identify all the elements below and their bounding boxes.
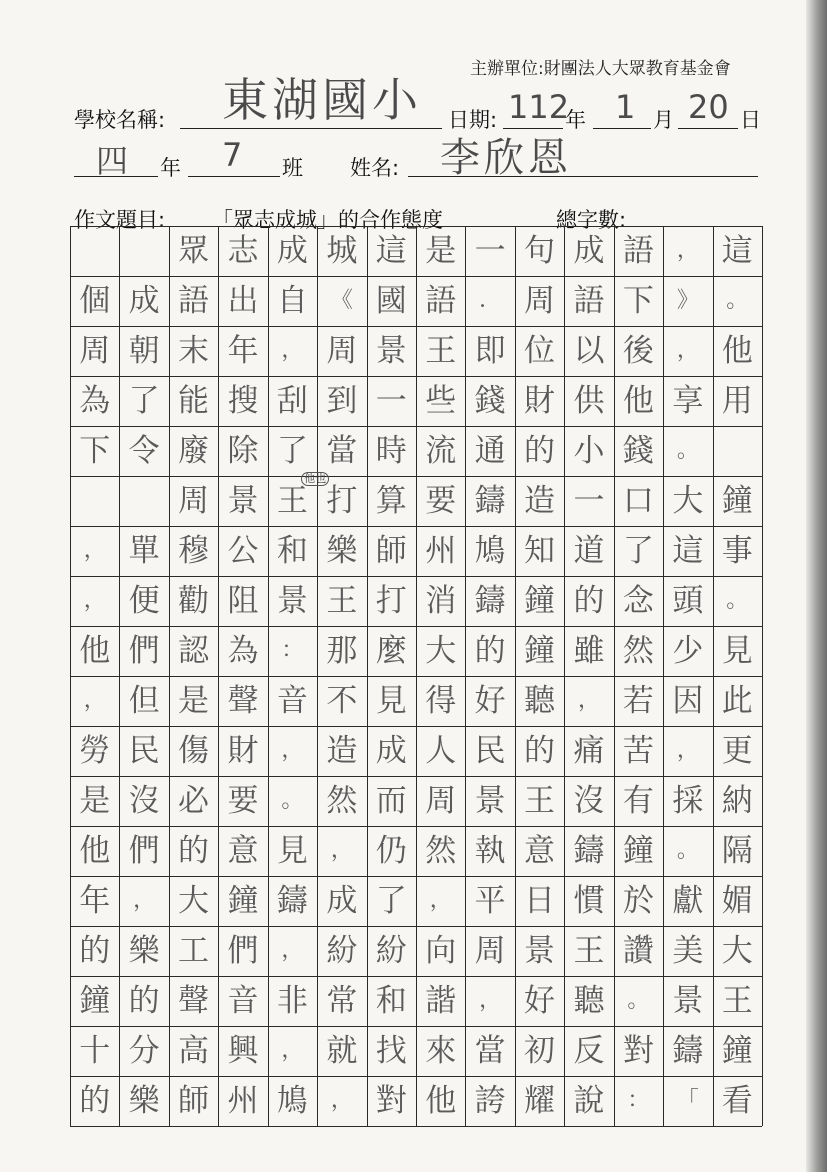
- grid-cell: 要: [425, 482, 457, 519]
- grid-cell: 誇: [474, 1082, 506, 1119]
- grid-cell: 鑄: [474, 582, 506, 619]
- grid-cell: 錢: [474, 382, 506, 419]
- grid-cell: 大: [672, 482, 704, 519]
- grid-cell: 了: [128, 382, 160, 419]
- grid-cell: ，: [330, 1088, 353, 1113]
- grid-cell: 沒: [573, 782, 605, 819]
- name-label: 姓名:: [350, 156, 400, 180]
- grid-cell: 隔: [721, 832, 753, 869]
- grid-cell: 位: [524, 332, 556, 369]
- grid-cell: 阻: [227, 582, 259, 619]
- grid-cell: 工: [178, 932, 210, 969]
- grid-cell: 傷: [178, 732, 210, 769]
- grid-cell: 自: [276, 282, 308, 319]
- grid-cell: 的: [474, 632, 506, 669]
- grid-cell: 看: [721, 1082, 753, 1119]
- grid-cell: ：: [627, 1088, 650, 1113]
- grid-cell: 令: [128, 432, 160, 469]
- grid-cell: 景: [524, 932, 556, 969]
- grid-cell: 此: [721, 682, 753, 719]
- grid-cell: 是: [178, 682, 210, 719]
- grid-cell: 讚: [622, 932, 654, 969]
- grid-cell: 於: [622, 882, 654, 919]
- grid-cell: 朝: [128, 332, 160, 369]
- grid-cell: 鑄: [474, 482, 506, 519]
- grid-cell: 成: [326, 882, 358, 919]
- grid-cell: 紛: [326, 932, 358, 969]
- grid-cell: 。: [726, 588, 749, 613]
- grid-cell: ，: [429, 888, 452, 913]
- grid-cell: 《: [330, 288, 353, 313]
- grid-cell: 們: [128, 632, 160, 669]
- grid-cell: 媚: [721, 882, 753, 919]
- grid-cell: 。: [726, 288, 749, 313]
- year-value: 112: [508, 88, 570, 126]
- grid-cell: 成: [573, 232, 605, 269]
- grid-cell: 常: [326, 982, 358, 1019]
- grid-cell: 因: [672, 682, 704, 719]
- grid-cell: 見: [375, 682, 407, 719]
- grid-cell: 語: [573, 282, 605, 319]
- grid-cell: 到: [326, 382, 358, 419]
- grid-row-line: [70, 1126, 762, 1127]
- grid-cell: 十: [79, 1032, 111, 1069]
- grid-cell: 們: [227, 932, 259, 969]
- grid-cell: 國: [375, 282, 407, 319]
- grid-cell: 樂: [128, 932, 160, 969]
- grid-cell: 苦: [622, 732, 654, 769]
- grid-cell: 興: [227, 1032, 259, 1069]
- grid-cell: 的: [524, 732, 556, 769]
- grid-cell: 念: [622, 582, 654, 619]
- grid-cell: 非: [276, 982, 308, 1019]
- grid-cell: 王: [425, 332, 457, 369]
- grid-cell: 就: [326, 1032, 358, 1069]
- grid-cell: 》: [676, 288, 699, 313]
- grid-cell: 景: [227, 482, 259, 519]
- grid-cell: 單: [128, 532, 160, 569]
- grid-cell: 聲: [227, 682, 259, 719]
- grid-cell: [713, 426, 762, 476]
- insertion-mark: 他也: [301, 472, 329, 486]
- grid-cell: 一: [375, 382, 407, 419]
- grid-cell: 的: [128, 982, 160, 1019]
- grid-cell: ，: [281, 738, 304, 763]
- grid-cell: 鳩: [276, 1082, 308, 1119]
- grid-cell: 打: [326, 482, 358, 519]
- grid-cell: ，: [83, 688, 106, 713]
- name-value: 李欣恩: [440, 135, 572, 181]
- grid-cell: 鐘: [622, 832, 654, 869]
- grid-cell: 個: [79, 282, 111, 319]
- grid-cell: 周: [326, 332, 358, 369]
- grid-cell: 下: [79, 432, 111, 469]
- grid-cell: 而: [375, 782, 407, 819]
- grid-cell: 然: [425, 832, 457, 869]
- grid-cell: 鐘: [524, 582, 556, 619]
- grid-cell: 痛: [573, 732, 605, 769]
- grid-cell: 景: [276, 582, 308, 619]
- grid-cell: 對: [622, 1032, 654, 1069]
- grid-cell: 麼: [375, 632, 407, 669]
- grid-cell: 周: [178, 482, 210, 519]
- grid-cell: 末: [178, 332, 210, 369]
- grid-cell: [119, 476, 168, 526]
- grid-cell: 人: [425, 732, 457, 769]
- year-label: 年: [565, 108, 586, 132]
- grid-cell: 流: [425, 432, 457, 469]
- grid-cell: 分: [128, 1032, 160, 1069]
- grid-cell: 民: [474, 732, 506, 769]
- grade-value: 四: [96, 142, 129, 180]
- grid-cell: 打: [375, 582, 407, 619]
- grid-cell: 說: [573, 1082, 605, 1119]
- grid-cell: 慣: [573, 882, 605, 919]
- grid-cell: 王: [276, 482, 308, 519]
- grid-cell: 消: [425, 582, 457, 619]
- grid-cell: 公: [227, 532, 259, 569]
- grid-cell: 王: [326, 582, 358, 619]
- month-underline: [593, 128, 651, 129]
- grid-cell: 通: [474, 432, 506, 469]
- grid-cell: 了: [375, 882, 407, 919]
- school-value: 東湖國小: [222, 73, 422, 127]
- grid-cell: 樂: [326, 532, 358, 569]
- manuscript-grid: [70, 226, 762, 1126]
- grid-cell: ，: [281, 338, 304, 363]
- grid-cell: [119, 226, 168, 276]
- grid-cell: 王: [721, 982, 753, 1019]
- grid-cell: 出: [227, 282, 259, 319]
- grid-cell: 財: [227, 732, 259, 769]
- grid-cell: ，: [577, 688, 600, 713]
- grid-cell: 然: [622, 632, 654, 669]
- grid-cell: 為: [227, 632, 259, 669]
- grid-cell: 城: [326, 232, 358, 269]
- grid-cell: 景: [672, 982, 704, 1019]
- grid-cell: 搜: [227, 382, 259, 419]
- grid-cell: 。: [627, 988, 650, 1013]
- grid-cell: 好: [524, 982, 556, 1019]
- grid-cell: 一: [573, 482, 605, 519]
- grid-cell: 對: [375, 1082, 407, 1119]
- grid-cell: 少: [672, 632, 704, 669]
- grid-cell: ，: [133, 888, 156, 913]
- grid-cell: 要: [227, 782, 259, 819]
- grid-cell: ，: [676, 738, 699, 763]
- grid-cell: 他: [425, 1082, 457, 1119]
- grid-cell: 獻: [672, 882, 704, 919]
- grid-cell: 州: [425, 532, 457, 569]
- grid-cell: 知: [524, 532, 556, 569]
- grid-cell: 王: [524, 782, 556, 819]
- grid-cell: 好: [474, 682, 506, 719]
- grid-cell: 當: [326, 432, 358, 469]
- date-label: 日期:: [448, 108, 498, 132]
- grid-cell: [70, 226, 119, 276]
- grid-cell: 樂: [128, 1082, 160, 1119]
- day-underline: [678, 128, 738, 129]
- grid-cell: 志: [227, 232, 259, 269]
- grid-cell: 鐘: [524, 632, 556, 669]
- grid-cell: 事: [721, 532, 753, 569]
- grid-cell: 認: [178, 632, 210, 669]
- grid-cell: 鳩: [474, 532, 506, 569]
- grid-cell: 年: [227, 332, 259, 369]
- grid-cell: 見: [276, 832, 308, 869]
- grid-cell: 然: [326, 782, 358, 819]
- grid-cell: 成: [276, 232, 308, 269]
- grid-cell: 鑄: [672, 1032, 704, 1069]
- grid-cell: 的: [524, 432, 556, 469]
- grid-cell: 後: [622, 332, 654, 369]
- grid-cell: 造: [326, 732, 358, 769]
- grid-cell: 是: [425, 232, 457, 269]
- grid-cell: 師: [178, 1082, 210, 1119]
- grid-cell: 見: [721, 632, 753, 669]
- grid-cell: 高: [178, 1032, 210, 1069]
- day-label: 日: [740, 108, 761, 132]
- grid-cell: 聽: [573, 982, 605, 1019]
- grid-cell: ，: [281, 938, 304, 963]
- grid-cell: 鐘: [227, 882, 259, 919]
- grid-cell: 周: [524, 282, 556, 319]
- grid-cell: 意: [227, 832, 259, 869]
- grid-cell: 美: [672, 932, 704, 969]
- month-label: 月: [653, 108, 674, 132]
- grid-cell: 的: [573, 582, 605, 619]
- grid-cell: 錢: [622, 432, 654, 469]
- scan-edge: [806, 0, 827, 1172]
- grid-cell: 成: [128, 282, 160, 319]
- grid-cell: 為: [79, 382, 111, 419]
- grid-cell: 鑄: [276, 882, 308, 919]
- grid-cell: ，: [676, 338, 699, 363]
- grid-cell: ，: [83, 588, 106, 613]
- grid-cell: 聲: [178, 982, 210, 1019]
- grid-cell: 日: [524, 882, 556, 919]
- grid-cell: 景: [375, 332, 407, 369]
- grid-cell: 這: [721, 232, 753, 269]
- grid-cell: 向: [425, 932, 457, 969]
- grid-cell: ，: [330, 838, 353, 863]
- class-underline: [188, 176, 280, 177]
- grid-cell: 鑄: [573, 832, 605, 869]
- grid-cell: ，: [281, 1038, 304, 1063]
- grid-cell: 沒: [128, 782, 160, 819]
- grade-label: 年: [160, 156, 181, 180]
- grid-cell: 初: [524, 1032, 556, 1069]
- grid-cell: 但: [128, 682, 160, 719]
- grid-cell: 周: [474, 932, 506, 969]
- day-value: 20: [688, 88, 729, 126]
- class-value: 7: [222, 136, 243, 174]
- word-count-label: 總字數:: [556, 208, 627, 232]
- grid-cell: 成: [375, 732, 407, 769]
- grid-cell: 和: [276, 532, 308, 569]
- grid-cell: 算: [375, 482, 407, 519]
- grid-cell: 當: [474, 1032, 506, 1069]
- grid-cell: 的: [178, 832, 210, 869]
- grid-cell: 意: [524, 832, 556, 869]
- grid-cell: 耀: [524, 1082, 556, 1119]
- grid-cell: 景: [474, 782, 506, 819]
- class-label: 班: [282, 156, 303, 180]
- grid-cell: ，: [83, 538, 106, 563]
- grid-cell: 他: [721, 332, 753, 369]
- grid-cell: 刮: [276, 382, 308, 419]
- grid-cell: 了: [276, 432, 308, 469]
- grid-cell: 口: [622, 482, 654, 519]
- grid-cell: 財: [524, 382, 556, 419]
- grid-cell: 時: [375, 432, 407, 469]
- grid-cell: ：: [281, 638, 304, 663]
- grid-cell: 造: [524, 482, 556, 519]
- grid-cell: 年: [79, 882, 111, 919]
- grid-cell: 必: [178, 782, 210, 819]
- grid-cell: 他: [79, 632, 111, 669]
- grid-cell: 大: [178, 882, 210, 919]
- grid-cell: 便: [128, 582, 160, 619]
- grid-cell: 紛: [375, 932, 407, 969]
- grid-cell: 這: [672, 532, 704, 569]
- grid-cell: 。: [676, 438, 699, 463]
- grid-cell: 們: [128, 832, 160, 869]
- grid-cell: 周: [79, 332, 111, 369]
- grid-cell: 享: [672, 382, 704, 419]
- grid-cell: [70, 476, 119, 526]
- grid-cell: 大: [425, 632, 457, 669]
- grid-cell: 周: [425, 782, 457, 819]
- grid-cell: 穆: [178, 532, 210, 569]
- grid-column-line: [762, 226, 763, 1126]
- school-label: 學校名稱:: [74, 108, 166, 132]
- grid-cell: 一: [474, 232, 506, 269]
- essay-title: 「眾志成城」的合作態度: [212, 208, 443, 232]
- grid-cell: 語: [425, 282, 457, 319]
- grid-cell: 音: [276, 682, 308, 719]
- grid-cell: 廢: [178, 432, 210, 469]
- grid-cell: 的: [79, 1082, 111, 1119]
- grid-cell: 供: [573, 382, 605, 419]
- grid-cell: 雖: [573, 632, 605, 669]
- grid-cell: ．: [479, 288, 502, 313]
- grid-cell: 是: [79, 782, 111, 819]
- title-label: 作文題目:: [74, 208, 166, 232]
- grid-cell: 仍: [375, 832, 407, 869]
- grid-cell: 師: [375, 532, 407, 569]
- grid-cell: 平: [474, 882, 506, 919]
- grid-cell: 語: [622, 232, 654, 269]
- grid-cell: 即: [474, 332, 506, 369]
- grid-cell: 聽: [524, 682, 556, 719]
- grid-cell: 找: [375, 1032, 407, 1069]
- grid-cell: 用: [721, 382, 753, 419]
- grid-cell: 勸: [178, 582, 210, 619]
- grid-cell: ，: [676, 238, 699, 263]
- grid-cell: 鐘: [721, 1032, 753, 1069]
- grid-cell: 下: [622, 282, 654, 319]
- grid-cell: 王: [573, 932, 605, 969]
- grid-cell: 納: [721, 782, 753, 819]
- grid-cell: 眾: [178, 232, 210, 269]
- grid-cell: 執: [474, 832, 506, 869]
- grid-cell: 勞: [79, 732, 111, 769]
- grid-cell: 句: [524, 232, 556, 269]
- grid-cell: 能: [178, 382, 210, 419]
- grid-cell: 「: [676, 1088, 699, 1113]
- grid-cell: 語: [178, 282, 210, 319]
- grid-cell: 這: [375, 232, 407, 269]
- grid-cell: 道: [573, 532, 605, 569]
- grid-cell: 的: [79, 932, 111, 969]
- grid-cell: 他: [79, 832, 111, 869]
- grid-cell: 若: [622, 682, 654, 719]
- grid-cell: 頭: [672, 582, 704, 619]
- grid-cell: 反: [573, 1032, 605, 1069]
- grid-cell: 不: [326, 682, 358, 719]
- grid-cell: 得: [425, 682, 457, 719]
- grid-cell: 鐘: [721, 482, 753, 519]
- grid-cell: 那: [326, 632, 358, 669]
- grid-cell: 了: [622, 532, 654, 569]
- grid-cell: 他: [622, 382, 654, 419]
- grid-cell: 音: [227, 982, 259, 1019]
- organizer-text: 主辦單位:財團法人大眾教育基金會: [470, 59, 731, 79]
- grid-cell: 些: [425, 382, 457, 419]
- grid-cell: 民: [128, 732, 160, 769]
- grid-cell: 。: [676, 838, 699, 863]
- grid-cell: 更: [721, 732, 753, 769]
- grid-cell: 鐘: [79, 982, 111, 1019]
- grid-cell: 採: [672, 782, 704, 819]
- grid-cell: 小: [573, 432, 605, 469]
- grid-cell: 。: [281, 788, 304, 813]
- grid-cell: ，: [479, 988, 502, 1013]
- grid-cell: 除: [227, 432, 259, 469]
- month-value: 1: [615, 88, 636, 126]
- grid-cell: 諧: [425, 982, 457, 1019]
- grid-cell: 大: [721, 932, 753, 969]
- grid-cell: 有: [622, 782, 654, 819]
- grid-cell: 以: [573, 332, 605, 369]
- grid-cell: 來: [425, 1032, 457, 1069]
- grid-cell: 州: [227, 1082, 259, 1119]
- grid-cell: 和: [375, 982, 407, 1019]
